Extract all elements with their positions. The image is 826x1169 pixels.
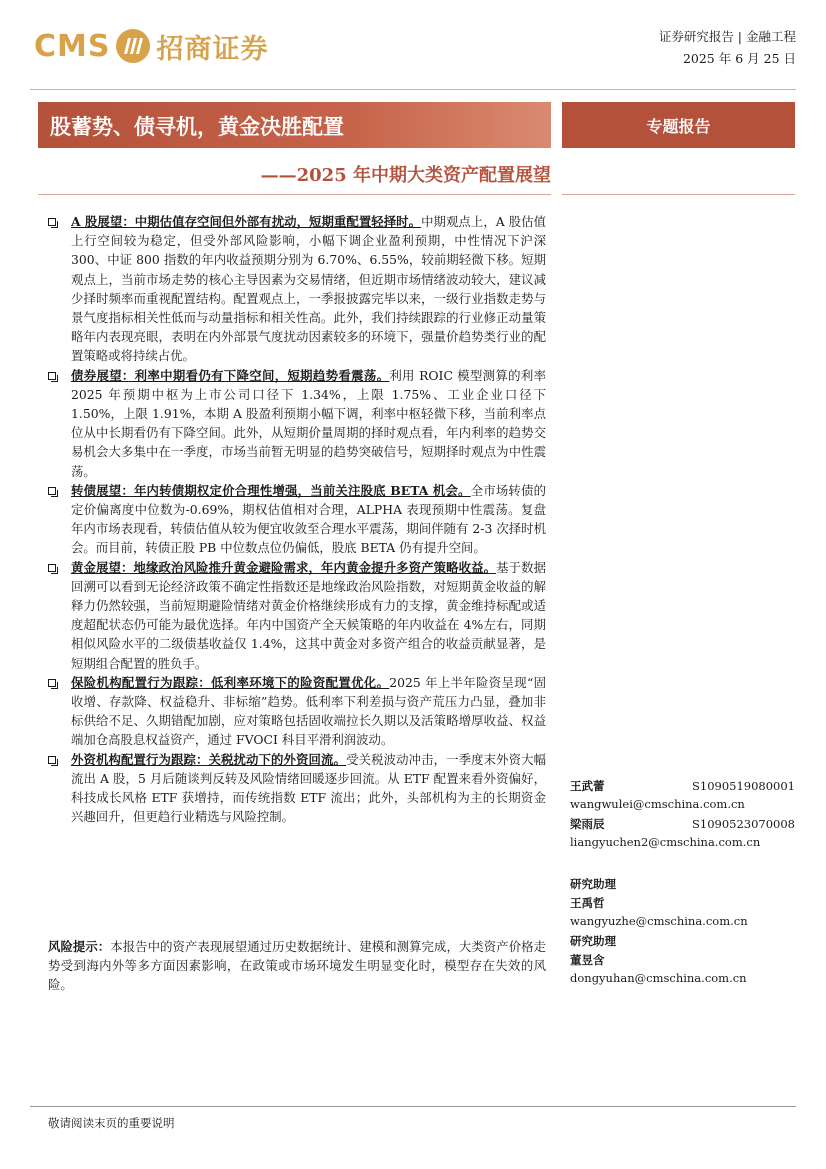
analyst-name: 梁雨辰 bbox=[570, 817, 605, 831]
company-logo bbox=[34, 24, 268, 68]
risk-text: 本报告中的资产表现展望通过历史数据统计、建模和测算完成，大类资产价格走势受到海内外等多方面因素影响，在政策或市场环境发生明显变化时，模型存在失效的风险。 bbox=[48, 939, 547, 993]
report-date: 2025 年 6 月 25 日 bbox=[682, 51, 796, 66]
analyst-name: 王武蕾 bbox=[570, 779, 605, 793]
report-meta bbox=[659, 26, 796, 70]
bullet-body: 全市场转债的定价偏离度中位数为-0.69%，期权估值相对合理，ALPHA 表现预期中性震荡。复盘年内市场表现看，转债估值从较为便宜收敛至合理水平震荡，期间伴随有 2-3 次择时机会。而目前，转债正股 PB 中位数点位仍偏低，股底 BETA 仍有提升空间。 bbox=[71, 482, 547, 556]
checkbox-bullet-icon bbox=[48, 756, 56, 764]
analyst-email[interactable]: liangyuchen2@cmschina.com.cn bbox=[570, 835, 761, 849]
report-tag: 专题报告 bbox=[646, 117, 711, 136]
analyst-license-id: S1090519080001 bbox=[692, 779, 795, 793]
checkbox-bullet-icon bbox=[48, 218, 56, 226]
header-divider bbox=[30, 89, 796, 90]
bullet-heading: A 股展望：中期估值存空间但外部有扰动，短期重配置轻择时。 bbox=[71, 214, 422, 229]
analyst-row bbox=[570, 778, 795, 797]
checkbox-bullet-icon bbox=[48, 564, 56, 572]
bullet-gold bbox=[48, 558, 546, 673]
checkbox-bullet-icon bbox=[48, 679, 56, 687]
assistant-role: 研究助理 bbox=[570, 934, 616, 948]
bullet-heading: 转债展望：年内转债期权定价合理性增强，当前关注股底 BETA 机会。 bbox=[71, 482, 471, 498]
analyst-license-id: S1090523070008 bbox=[692, 817, 795, 831]
bullet-body: 利用 ROIC 模型测算的利率 2025 年预期中枢为上市公司口径下 1.34%，上限 1.75%、工业企业口径下 1.50%，上限 1.91%，本期 A 股盈利预期小幅下调，利率中枢轻微下移，当前利率点位从中长期看仍有下降空间。此外，从短期价量周期的择时观点看，年内利率的趋势交易机会大多集中在一季度，市场当前暂无明显的趋势突破信号，短期择时观点为中性震荡。 bbox=[71, 367, 547, 479]
summary-body bbox=[48, 212, 546, 827]
report-subtitle: ——2025 年中期大类资产配置展望 bbox=[260, 165, 551, 186]
bullet-bond bbox=[48, 366, 546, 481]
risk-warning bbox=[48, 937, 546, 995]
bullet-body: 2025 年上半年险资呈现“固收增、存款降、权益稳升、非标缩”趋势。低利率下利差损与资产荒压力凸显，叠加非标供给不足、久期错配加剧，应对策略包括固收端拉长久期以及活策略增厚收益、权益端加仓高股息权益资产，通过 FVOCI 科目平滑利润波动。 bbox=[71, 674, 547, 748]
assistant-name: 董昱含 bbox=[570, 953, 605, 967]
assistant-role: 研究助理 bbox=[570, 877, 616, 891]
logo-cn-text: 招商证券 bbox=[156, 33, 269, 65]
risk-label: 风险提示： bbox=[48, 939, 111, 954]
assistant-name: 王禹哲 bbox=[570, 896, 605, 910]
analyst-panel bbox=[570, 778, 795, 990]
logo-emblem-icon bbox=[115, 28, 151, 64]
report-tag-banner bbox=[562, 102, 795, 148]
title-banner bbox=[38, 102, 551, 148]
assistant-email[interactable]: dongyuhan@cmschina.com.cn bbox=[570, 971, 747, 985]
report-title: 股蓄势、债寻机，黄金决胜配置 bbox=[50, 114, 344, 139]
checkbox-bullet-icon bbox=[48, 487, 56, 495]
logo-latin-text: CMS bbox=[34, 28, 111, 64]
bullet-a-share bbox=[48, 212, 546, 366]
assistant-email[interactable]: wangyuzhe@cmschina.com.cn bbox=[570, 914, 748, 928]
bullet-body: 受关税波动冲击，一季度末外资大幅流出 A 股，5 月后随谈判反转及风险情绪回暖逐步回流。从 ETF 配置来看外资偏好，科技成长风格 ETF 获增持，而传统指数 ETF 流出；此外，头部机构为主的长期资金兴趣回升，但更趋行业精选与风险控制。 bbox=[71, 751, 547, 825]
bullet-foreign-capital bbox=[48, 750, 546, 827]
bullet-heading: 黄金展望：地缘政治风险推升黄金避险需求，年内黄金提升多资产策略收益。 bbox=[71, 559, 497, 575]
analyst-row bbox=[570, 816, 795, 835]
bullet-body: 基于数据回溯可以看到无论经济政策不确定性指数还是地缘政治风险指数，对短期黄金收益的解释力仍然较强，当前短期避险情绪对黄金价格继续形成有力的支撑，黄金维持标配或适度超配状态仍可能为最优选择。年内中国资产全天候策略的年内收益在 4%左右，同期相似风险水平的二级债基收益仅 1.4%，这其中黄金对多资产组合的收益贡献显著，是短期组合配置的胜负手。 bbox=[71, 559, 547, 671]
bullet-heading: 债券展望：利率中期看仍有下降空间，短期趋势看震荡。 bbox=[71, 367, 390, 383]
bullet-body: 中期观点上，A 股估值上行空间较为稳定，但受外部风险影响，小幅下调企业盈利预期，中性情况下沪深 300、中证 800 指数的年内收益预期分别为 6.70%、6.55%，较前期轻微下移。短期观点上，当前市场走势的核心主导因素为交易情绪，但近期市场情绪波动较大，建议减少择时频率而重视配置结构。配置观点上，一季报披露完毕以来，一级行业指数走势与景气度指标相关性低而与动量指标和相关性高。此外，我们持续跟踪的行业修正动量策略年内表现亮眼，表明在内外部景气度扰动因素较多的环境下，强量价趋势类行业的配置策略或将持续占优。 bbox=[71, 214, 546, 364]
checkbox-bullet-icon bbox=[48, 372, 56, 380]
bullet-convertible bbox=[48, 481, 546, 558]
bullet-insurance bbox=[48, 673, 546, 750]
footer-divider bbox=[30, 1106, 796, 1107]
analyst-email[interactable]: wangwulei@cmschina.com.cn bbox=[570, 797, 745, 811]
bullet-heading: 外资机构配置行为跟踪：关税扰动下的外资回流。 bbox=[71, 751, 347, 767]
bullet-heading: 保险机构配置行为跟踪：低利率环境下的险资配置优化。 bbox=[71, 674, 390, 690]
sidebar-divider bbox=[562, 194, 795, 195]
footer-disclaimer: 敬请阅读末页的重要说明 bbox=[48, 1116, 175, 1130]
report-type: 证券研究报告 | 金融工程 bbox=[658, 29, 796, 44]
subtitle-divider bbox=[38, 194, 551, 195]
